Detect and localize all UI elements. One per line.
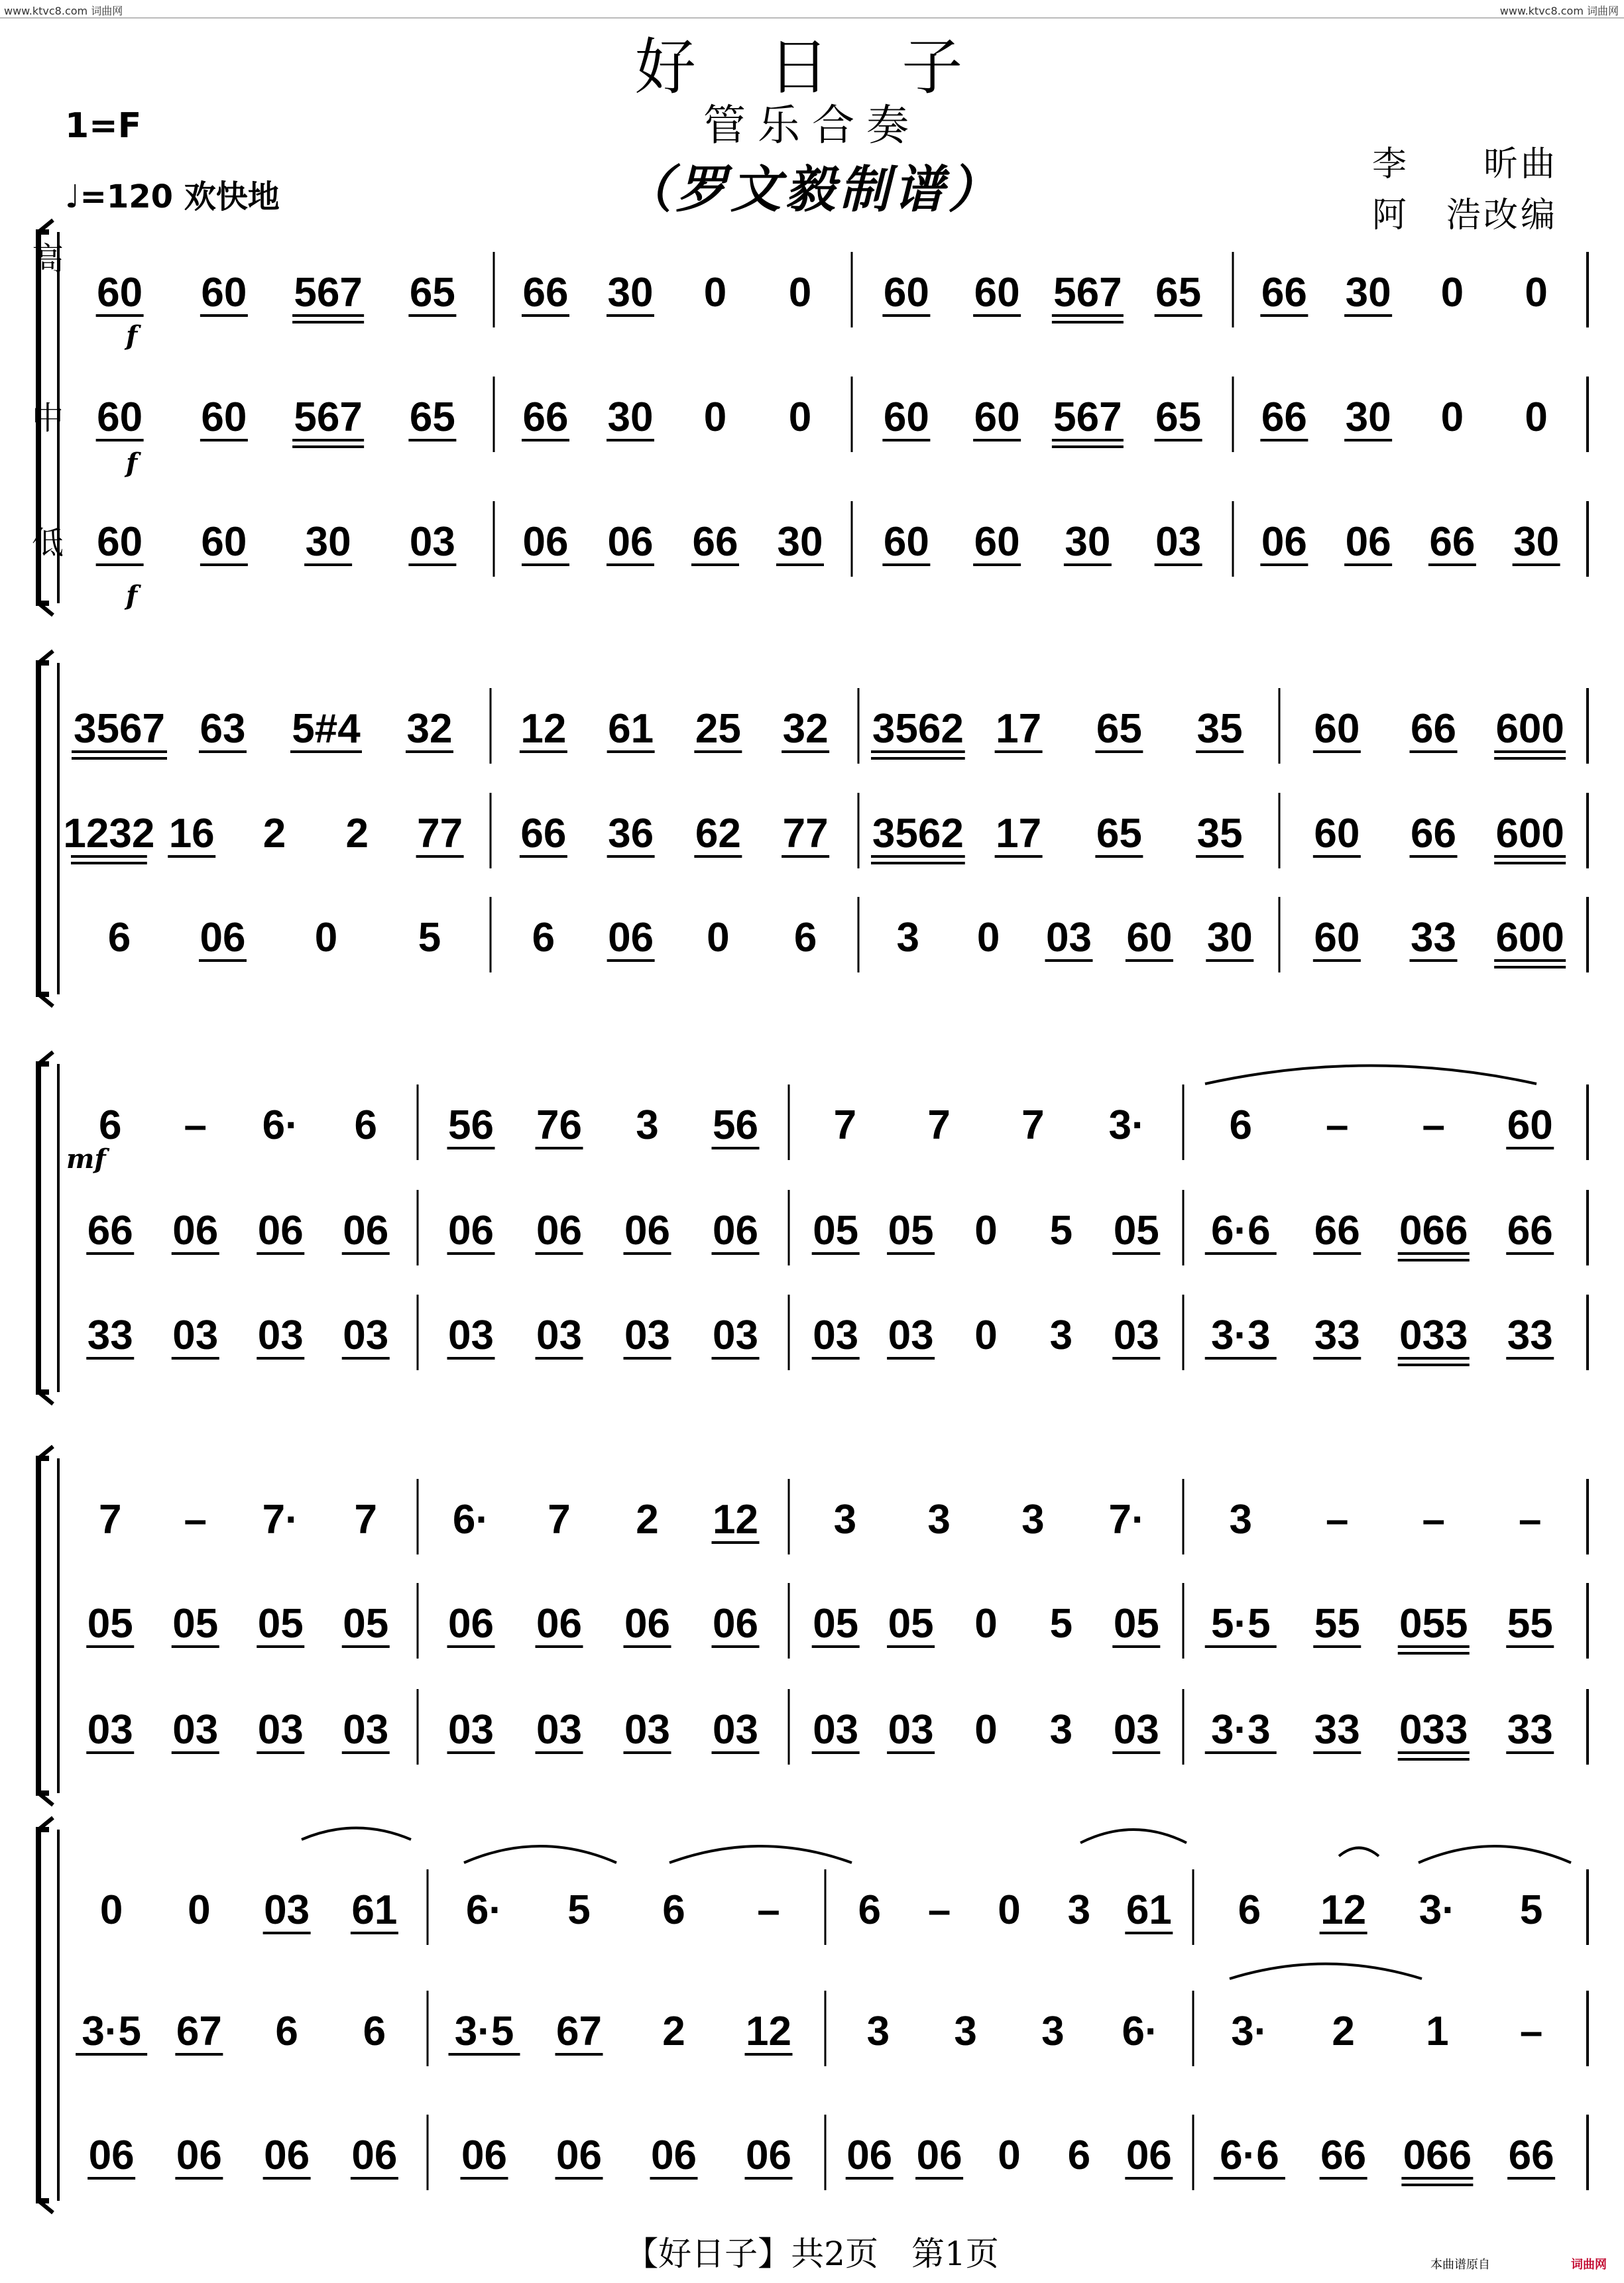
note-group: 03 <box>713 1707 758 1753</box>
system-bracket <box>38 1830 49 2201</box>
note-group: 05 <box>888 1208 934 1254</box>
note-group: 2 <box>1332 2009 1355 2054</box>
note-group: 066 <box>1399 1208 1468 1254</box>
note-group: 12 <box>746 2009 791 2054</box>
note-group: 7· <box>1108 1497 1145 1543</box>
note-group: 03 <box>257 1707 304 1753</box>
note-group: 033 <box>1399 1313 1468 1358</box>
note-group: 0 <box>976 915 1000 961</box>
note-group: 033 <box>1399 1707 1468 1753</box>
note-group: 65 <box>1096 706 1142 752</box>
note-group: 66 <box>1261 394 1307 440</box>
note-group: 66 <box>1261 270 1307 316</box>
note-group: 6 <box>363 2009 386 2054</box>
note-group: – <box>1519 2009 1543 2054</box>
note-group: 56 <box>713 1102 758 1148</box>
note-group: 2 <box>662 2009 685 2054</box>
note-group: 0 <box>99 1887 123 1933</box>
note-group: 06 <box>746 2133 791 2178</box>
note-group: 06 <box>257 1208 304 1254</box>
slur-arc <box>302 1828 411 1840</box>
note-group: 60 <box>97 519 143 565</box>
note-group: 03 <box>257 1313 304 1358</box>
note-group: 6 <box>858 1887 881 1933</box>
note-group: 3 <box>866 2009 890 2054</box>
note-group: 06 <box>172 1208 219 1254</box>
note-group: 03 <box>1113 1313 1159 1358</box>
note-group: 60 <box>201 519 247 565</box>
note-group: 06 <box>1345 519 1391 565</box>
note-group: 6 <box>107 915 131 961</box>
note-group: 6 <box>1067 2133 1091 2178</box>
note-group: 16 <box>168 811 215 856</box>
note-group: 06 <box>522 519 569 565</box>
note-group: 3· <box>1419 1887 1456 1933</box>
note-group: 0 <box>788 394 812 440</box>
note-group: 3·3 <box>1210 1707 1271 1753</box>
note-group: 06 <box>916 2133 962 2178</box>
note-group: 33 <box>1507 1313 1553 1358</box>
note-group: 3567 <box>74 706 165 752</box>
note-group: 0 <box>788 270 812 316</box>
note-group: 66 <box>87 1208 133 1254</box>
note-group: 61 <box>351 1887 398 1933</box>
note-group: 3562 <box>872 811 964 856</box>
note-group: 3·3 <box>1210 1313 1271 1358</box>
note-group: 60 <box>1507 1102 1553 1148</box>
footer-credit-right: 词曲网 <box>1571 2258 1607 2272</box>
note-group: 03 <box>888 1707 934 1753</box>
note-group: 06 <box>846 2133 893 2178</box>
note-group: 06 <box>1126 2133 1172 2178</box>
note-group: 66 <box>1507 1208 1553 1254</box>
note-group: 05 <box>888 1601 934 1647</box>
note-group: 76 <box>536 1102 582 1148</box>
note-group: 6·6 <box>1220 2133 1279 2178</box>
note-group: 60 <box>883 270 929 316</box>
note-group: 0 <box>707 915 730 961</box>
note-group: 03 <box>536 1707 582 1753</box>
note-group: 600 <box>1495 706 1564 752</box>
note-group: 03 <box>264 1887 310 1933</box>
note-group: 06 <box>713 1208 758 1254</box>
note-group: 03 <box>624 1313 670 1358</box>
note-group: 06 <box>607 519 654 565</box>
note-group: 30 <box>607 394 654 440</box>
note-group: 3 <box>636 1102 659 1148</box>
note-group: 35 <box>1196 706 1243 752</box>
note-group: 06 <box>176 2133 222 2178</box>
note-group: 7 <box>99 1497 122 1543</box>
note-group: 3· <box>1231 2009 1268 2054</box>
slur-arc <box>1080 1830 1187 1843</box>
note-group: 30 <box>1345 394 1391 440</box>
note-group: 3 <box>896 915 919 961</box>
note-group: 12 <box>1320 1887 1367 1933</box>
note-group: 66 <box>1411 811 1456 856</box>
note-group: 6· <box>465 1887 503 1933</box>
note-group: – <box>757 1887 780 1933</box>
note-group: 0 <box>974 1707 998 1753</box>
system-bracket <box>38 232 49 603</box>
note-group: 0 <box>1525 270 1548 316</box>
dynamic-marking: f <box>126 447 138 479</box>
note-group: 2 <box>345 811 369 856</box>
note-group: 0 <box>998 1887 1021 1933</box>
note-group: 06 <box>351 2133 398 2178</box>
footer-credit-left: 本曲谱原自 <box>1430 2258 1490 2272</box>
note-group: 66 <box>522 394 569 440</box>
note-group: 65 <box>1155 270 1202 316</box>
note-group: 0 <box>974 1601 998 1647</box>
note-group: 06 <box>343 1208 389 1254</box>
note-group: 30 <box>305 519 351 565</box>
note-group: 67 <box>556 2009 602 2054</box>
note-group: 3562 <box>872 706 964 752</box>
note-group: 5 <box>567 1887 591 1933</box>
note-group: 65 <box>1155 394 1202 440</box>
note-group: 03 <box>1155 519 1202 565</box>
slur-arc <box>1419 1846 1571 1863</box>
note-group: 32 <box>782 706 829 752</box>
part-label-mid: 中 <box>32 400 64 437</box>
note-group: 60 <box>97 394 143 440</box>
note-group: 66 <box>522 270 569 316</box>
key-signature: 1=F <box>65 106 142 146</box>
note-group: 05 <box>172 1601 219 1647</box>
note-group: 6· <box>452 1497 490 1543</box>
note-group: 3 <box>954 2009 977 2054</box>
note-group: 60 <box>1314 811 1360 856</box>
note-group: 60 <box>974 394 1020 440</box>
note-group: 0 <box>998 2133 1021 2178</box>
note-group: 7· <box>262 1497 299 1543</box>
note-group: 3· <box>1108 1102 1145 1148</box>
dynamic-marking: f <box>126 320 138 351</box>
note-group: 66 <box>1411 706 1456 752</box>
note-group: 0 <box>974 1313 998 1358</box>
note-group: 0 <box>314 915 338 961</box>
note-group: 60 <box>97 270 143 316</box>
note-group: 3 <box>927 1497 951 1543</box>
note-group: 600 <box>1495 915 1564 961</box>
note-group: 33 <box>1314 1313 1360 1358</box>
note-group: 03 <box>448 1707 494 1753</box>
note-group: 03 <box>624 1707 670 1753</box>
note-group: 567 <box>1053 394 1122 440</box>
song-subtitle: 管乐合奏 <box>703 101 921 150</box>
note-group: – <box>1326 1497 1349 1543</box>
note-group: 06 <box>624 1601 670 1647</box>
song-title: 好 日 子 <box>634 32 990 103</box>
note-group: 65 <box>409 394 455 440</box>
note-group: 03 <box>343 1313 389 1358</box>
note-group: 0 <box>1440 270 1464 316</box>
note-group: – <box>1422 1497 1445 1543</box>
note-group: 0 <box>1440 394 1464 440</box>
note-group: 35 <box>1196 811 1243 856</box>
note-group: 3 <box>1049 1707 1073 1753</box>
note-group: 66 <box>692 519 738 565</box>
note-group: 17 <box>996 706 1042 752</box>
note-group: 61 <box>608 706 654 752</box>
note-group: 3 <box>1041 2009 1065 2054</box>
note-group: 2 <box>262 811 286 856</box>
note-group: – <box>1326 1102 1349 1148</box>
note-group: 6 <box>1238 1887 1261 1933</box>
note-group: 66 <box>1429 519 1476 565</box>
note-group: 6 <box>662 1887 685 1933</box>
note-group: 3 <box>1067 1887 1091 1933</box>
slur-arc <box>464 1846 616 1863</box>
page-footer: 【好日子】共2页 第1页 <box>625 2235 999 2273</box>
note-group: 6 <box>532 915 555 961</box>
note-group: – <box>1422 1102 1445 1148</box>
note-group: 05 <box>1113 1208 1159 1254</box>
note-group: – <box>927 1887 951 1933</box>
note-group: 06 <box>1261 519 1307 565</box>
note-group: 60 <box>1314 706 1360 752</box>
note-group: 5 <box>1049 1208 1073 1254</box>
note-group: 66 <box>1320 2133 1367 2178</box>
note-group: 03 <box>1113 1707 1159 1753</box>
note-group: 60 <box>1126 915 1173 961</box>
slur-arc <box>1230 1964 1422 1979</box>
note-group: 5 <box>1049 1601 1073 1647</box>
note-group: – <box>1519 1497 1542 1543</box>
arranger-note: （罗文毅制谱） <box>622 160 1002 219</box>
note-group: 6 <box>99 1102 122 1148</box>
note-group: 03 <box>448 1313 494 1358</box>
note-group: 55 <box>1507 1601 1553 1647</box>
note-group: 03 <box>713 1313 758 1358</box>
note-group: 56 <box>448 1102 494 1148</box>
note-group: 03 <box>888 1313 934 1358</box>
note-group: 6·6 <box>1210 1208 1271 1254</box>
note-group: 600 <box>1495 811 1564 856</box>
note-group: 567 <box>294 394 363 440</box>
note-group: 06 <box>536 1601 582 1647</box>
note-group: 55 <box>1314 1601 1360 1647</box>
note-group: 30 <box>1065 519 1111 565</box>
note-group: 567 <box>294 270 363 316</box>
note-group: 03 <box>172 1707 219 1753</box>
note-group: 30 <box>777 519 823 565</box>
note-group: 17 <box>996 811 1042 856</box>
note-group: 65 <box>1096 811 1142 856</box>
note-group: 77 <box>782 811 829 856</box>
note-group: 2 <box>636 1497 659 1543</box>
note-group: 0 <box>188 1887 211 1933</box>
note-group: 60 <box>974 519 1020 565</box>
note-group: 3·5 <box>454 2009 514 2054</box>
note-group: – <box>184 1102 207 1148</box>
note-group: 7 <box>548 1497 571 1543</box>
note-group: 6· <box>262 1102 299 1148</box>
site-header-left: www.ktvc8.com 词曲网 <box>4 5 123 17</box>
note-group: 30 <box>1345 270 1391 316</box>
note-group: 33 <box>1411 915 1456 961</box>
note-group: 05 <box>813 1208 859 1254</box>
note-group: 03 <box>343 1707 389 1753</box>
slur-arc <box>1205 1066 1537 1084</box>
note-group: 03 <box>813 1313 859 1358</box>
note-group: 06 <box>713 1601 758 1647</box>
note-group: 25 <box>695 706 741 752</box>
note-group: 066 <box>1403 2133 1472 2178</box>
note-group: 60 <box>201 270 247 316</box>
note-group: 0 <box>703 394 727 440</box>
note-group: 66 <box>520 811 567 856</box>
note-group: 06 <box>556 2133 602 2178</box>
note-group: 06 <box>264 2133 310 2178</box>
note-group: 6 <box>1229 1102 1252 1148</box>
note-group: 7 <box>1021 1102 1045 1148</box>
arranger-credit: 阿 浩改编 <box>1372 196 1558 235</box>
system-bracket <box>38 1064 49 1392</box>
note-group: 6· <box>1122 2009 1159 2054</box>
dynamic-marking: mf <box>66 1143 106 1175</box>
note-group: 6 <box>793 915 817 961</box>
note-group: 3·5 <box>82 2009 141 2054</box>
note-group: 05 <box>87 1601 133 1647</box>
site-header-right: www.ktvc8.com 词曲网 <box>1499 5 1619 17</box>
note-group: 06 <box>608 915 654 961</box>
composer-credit: 李 昕曲 <box>1372 145 1558 184</box>
note-group: 05 <box>343 1601 389 1647</box>
note-group: 66 <box>1508 2133 1554 2178</box>
note-group: 3 <box>1229 1497 1252 1543</box>
system-bracket <box>38 1458 49 1793</box>
note-group: 7 <box>927 1102 951 1148</box>
note-group: 03 <box>1046 915 1092 961</box>
note-group: 03 <box>87 1707 133 1753</box>
note-group: 12 <box>713 1497 758 1543</box>
note-group: 6 <box>275 2009 298 2054</box>
note-group: 60 <box>1314 915 1360 961</box>
note-group: 30 <box>1206 915 1253 961</box>
note-group: 05 <box>257 1601 304 1647</box>
note-group: 3 <box>1021 1497 1045 1543</box>
part-label-low: 低 <box>32 524 64 561</box>
note-group: 05 <box>1113 1601 1159 1647</box>
part-label-high: 高 <box>32 241 64 278</box>
system-bracket <box>38 663 49 994</box>
note-group: 06 <box>448 1601 494 1647</box>
note-group: 36 <box>608 811 654 856</box>
note-group: 0 <box>703 270 727 316</box>
note-group: 33 <box>87 1313 133 1358</box>
note-group: 06 <box>448 1208 494 1254</box>
note-group: 06 <box>536 1208 582 1254</box>
note-group: 06 <box>624 1208 670 1254</box>
note-group: 567 <box>1053 270 1122 316</box>
note-group: 60 <box>201 394 247 440</box>
note-group: 03 <box>813 1707 859 1753</box>
note-group: 67 <box>176 2009 222 2054</box>
note-group: 03 <box>536 1313 582 1358</box>
note-group: 12 <box>520 706 567 752</box>
note-group: 77 <box>417 811 463 856</box>
note-group: 63 <box>200 706 246 752</box>
note-group: 06 <box>461 2133 507 2178</box>
note-group: 0 <box>1525 394 1548 440</box>
note-group: 30 <box>1513 519 1560 565</box>
note-group: 5#4 <box>292 706 361 752</box>
note-group: 5 <box>1519 1887 1543 1933</box>
note-group: 1 <box>1426 2009 1449 2054</box>
note-group: 30 <box>607 270 654 316</box>
note-group: 60 <box>883 519 929 565</box>
note-group: 055 <box>1399 1601 1468 1647</box>
note-group: 03 <box>409 519 455 565</box>
note-group: 7 <box>833 1102 857 1148</box>
note-group: 1232 <box>63 811 155 856</box>
note-group: 33 <box>1314 1707 1360 1753</box>
note-group: 06 <box>200 915 246 961</box>
slur-arc <box>1339 1848 1379 1857</box>
note-group: 60 <box>883 394 929 440</box>
note-group: 06 <box>88 2133 135 2178</box>
note-group: 5 <box>418 915 441 961</box>
note-group: 7 <box>354 1497 377 1543</box>
slur-arc <box>669 1846 852 1863</box>
note-group: 05 <box>813 1601 859 1647</box>
note-group: 3 <box>1049 1313 1073 1358</box>
note-group: 06 <box>651 2133 697 2178</box>
note-group: 3 <box>833 1497 857 1543</box>
note-group: 03 <box>172 1313 219 1358</box>
dynamic-marking: f <box>126 580 138 611</box>
note-group: 0 <box>974 1208 998 1254</box>
note-group: 33 <box>1507 1707 1553 1753</box>
note-group: 66 <box>1314 1208 1360 1254</box>
note-group: 6 <box>354 1102 377 1148</box>
note-group: 32 <box>406 706 453 752</box>
note-group: 65 <box>409 270 455 316</box>
note-group: 61 <box>1126 1887 1172 1933</box>
note-group: 60 <box>974 270 1020 316</box>
note-group: 62 <box>695 811 741 856</box>
note-group: 5·5 <box>1210 1601 1271 1647</box>
tempo-marking: ♩=120 欢快地 <box>65 178 280 215</box>
note-group: – <box>184 1497 207 1543</box>
